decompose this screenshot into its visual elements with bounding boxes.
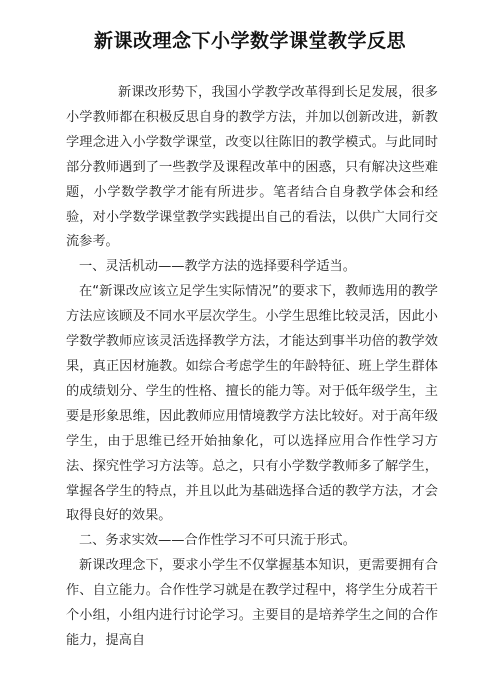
section-heading-2: 二、务求实效——合作性学习不可只流于形式。 [79, 533, 356, 549]
document-title: 新课改理念下小学数学课堂教学反思 [93, 30, 406, 52]
intro-paragraph: 新课改形势下，我国小学教学改革得到长足发展，很多小学教师都在积极反思自身的教学方法，并加以创新改进，新教学理念进入小学数学课堂，改变以往陈旧的教学模式。与此同时部分教师遇到了一些教学及课程改革中的困惑，只有解决这些难题，小学数学教学才能有所进步。笔者结合自身教学体会和经验，对小学数学课堂教学实践提出自己的看法，以供广大同行交流参考。 [66, 85, 438, 250]
body-paragraph-2: 新课改理念下，要求小学生不仅掌握基本知识，更需要拥有合作、自立能力。合作性学习就是在教学过程中，将学生分成若干个小组，小组内进行讨论学习。主要目的是培养学生之间的合作能力，提高自 [66, 558, 438, 648]
section-heading-1: 一、灵活机动——教学方法的选择要科学适当。 [79, 259, 356, 275]
body-paragraph-1: 在“新课改应该立足学生实际情况”的要求下，教师选用的教学方法应该顾及不同水平层次学生。小学生思维比较灵活，因此小学数学教师应该灵活选择教学方法，才能达到事半功倍的教学效果，真正因材施教。如综合考虑学生的年龄特征、班上学生群体的成绩划分、学生的性格、擅长的能力等。对于低年级学生，主要是形象思维，因此教师应用情境教学方法比较好。对于高年级学生，由于思维已经开始抽象化，可以选择应用合作性学习方法、探究性学习方法等。总之，只有小学数学教师多了解学生，掌握各学生的特点，并且以此为基础选择合适的教学方法，才会取得良好的效果。 [66, 284, 438, 524]
document-body [66, 81, 438, 654]
